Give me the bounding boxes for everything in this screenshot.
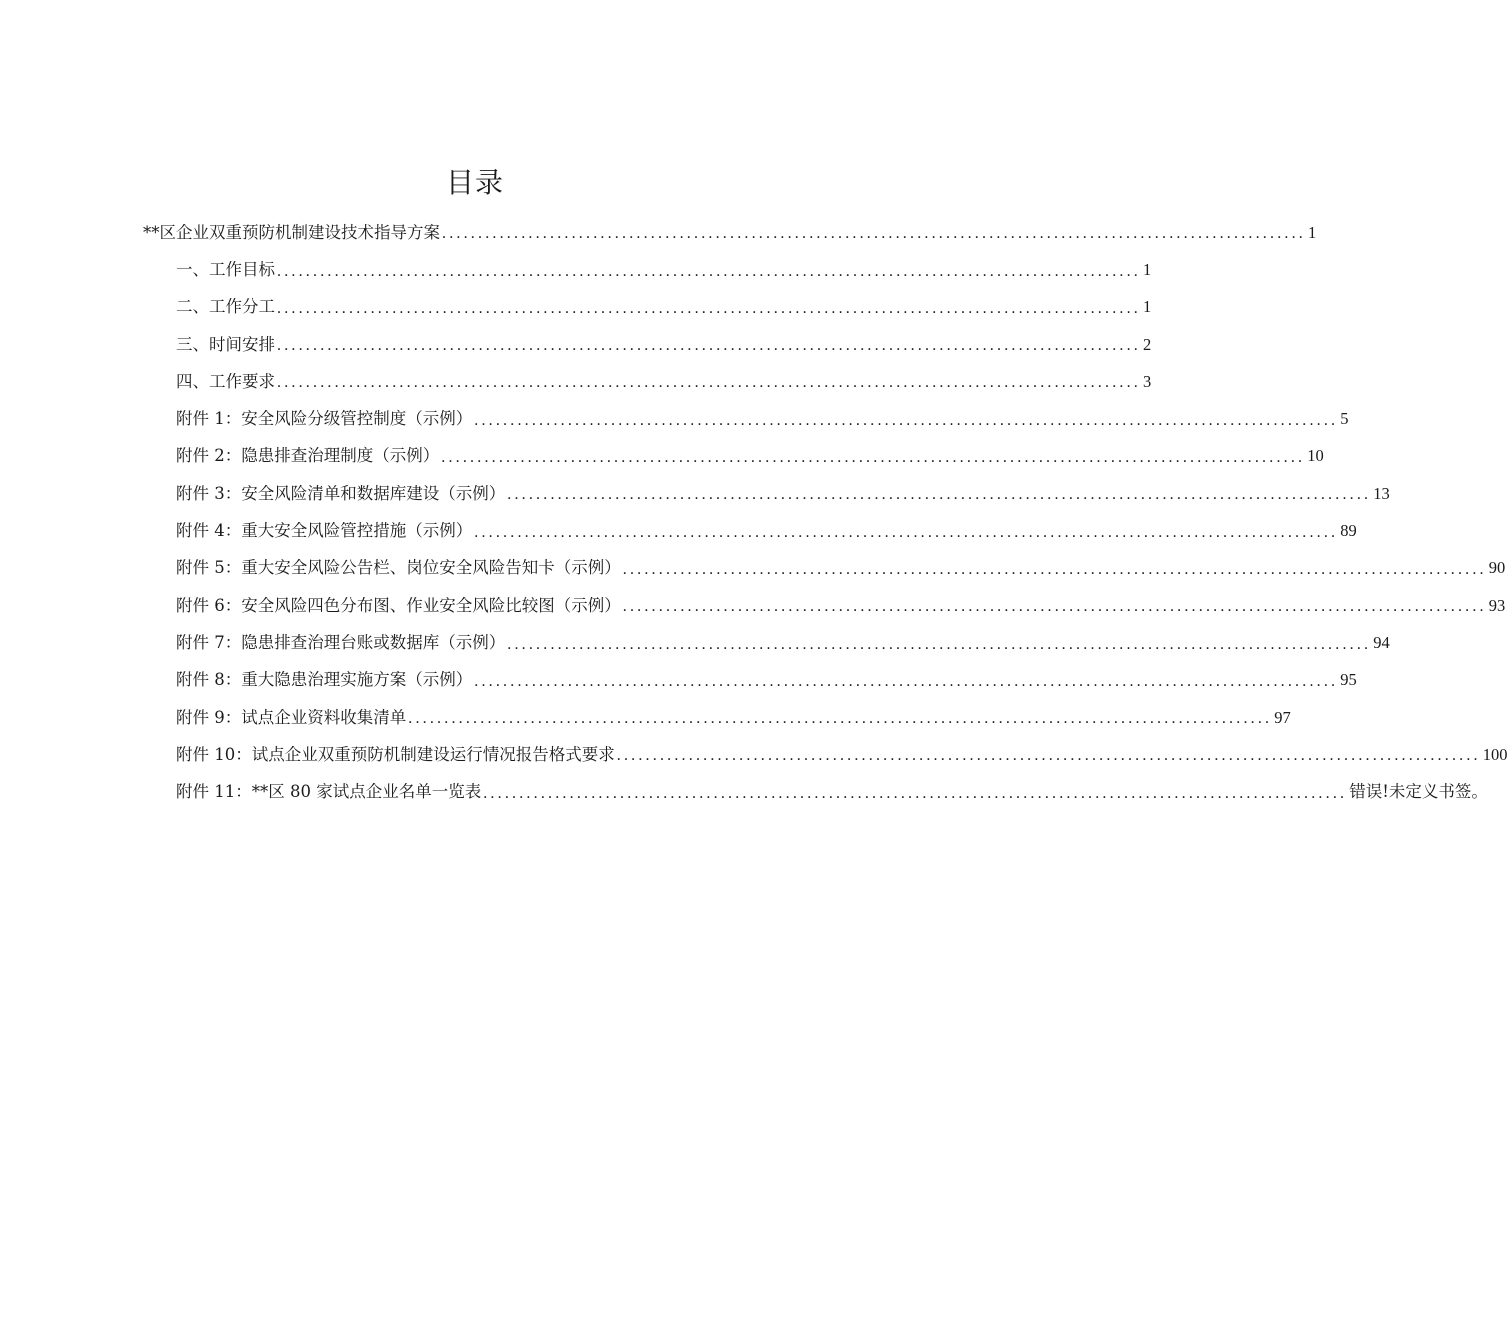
toc-entry[interactable]: [0, 624, 1390, 661]
toc-entry-page: 1: [1143, 297, 1152, 317]
toc-leader-dots: ........................................................................................................................: [442, 225, 1306, 243]
toc-entry-text: 三、时间安排: [176, 334, 275, 354]
toc-entry-text: 附件 4：重大安全风险管控措施（示例）: [176, 521, 473, 541]
toc-entry-page: 93: [1488, 595, 1506, 615]
toc-leader-dots: ........................................................................................................................: [622, 560, 1487, 578]
toc-entry-text: 二、工作分工: [176, 297, 275, 317]
toc-entry-page: 5: [1340, 409, 1349, 429]
toc-leader-dots: ........................................................................................................................: [474, 672, 1339, 690]
toc-entry-page: 89: [1340, 521, 1357, 541]
page-title: 目录: [445, 166, 504, 199]
toc-entry-page: 错误!未定义书签。: [1349, 782, 1488, 802]
toc-leader-dots: ........................................................................................................................: [474, 411, 1339, 429]
toc-entry[interactable]: [0, 400, 1349, 437]
toc-entry[interactable]: [0, 438, 1324, 475]
toc-entry[interactable]: [0, 773, 1488, 810]
toc-entry-page: 1: [1143, 259, 1152, 279]
toc-entry-page: 94: [1373, 632, 1390, 652]
toc-leader-dots: ........................................................................................................................: [616, 747, 1481, 765]
toc-leader-dots: ........................................................................................................................: [507, 486, 1372, 504]
toc-entry-text: 附件 9：试点企业资料收集清单: [176, 707, 407, 727]
toc-leader-dots: ........................................................................................................................: [622, 598, 1487, 616]
toc-entry-text: 附件 5：重大安全风险公告栏、岗位安全风险告知卡（示例）: [176, 558, 621, 578]
toc-entry-text: 附件 1：安全风险分级管控制度（示例）: [176, 409, 473, 429]
toc-entry[interactable]: [0, 363, 1152, 400]
toc-entry[interactable]: [0, 289, 1152, 326]
toc-entry[interactable]: [0, 475, 1390, 512]
toc-entry-page: 100: [1482, 744, 1508, 764]
toc-entry-page: 90: [1488, 558, 1506, 578]
table-of-contents: [0, 214, 1508, 811]
toc-entry-text: 附件 11：**区 80 家试点企业名单一览表: [176, 782, 482, 802]
toc-entry-page: 10: [1307, 446, 1324, 466]
toc-entry[interactable]: [0, 512, 1357, 549]
toc-entry-page: 13: [1373, 483, 1390, 503]
toc-entry-text: 附件 8：重大隐患治理实施方案（示例）: [176, 670, 473, 690]
toc-entry[interactable]: [0, 662, 1357, 699]
toc-leader-dots: ........................................................................................................................: [277, 337, 1141, 355]
toc-leader-dots: ........................................................................................................................: [277, 374, 1141, 392]
toc-entry-text: 四、工作要求: [176, 371, 275, 391]
toc-entry-text: 附件 7：隐患排查治理台账或数据库（示例）: [176, 632, 506, 652]
toc-leader-dots: ........................................................................................................................: [277, 299, 1141, 317]
toc-entry-text: 附件 6：安全风险四色分布图、作业安全风险比较图（示例）: [176, 595, 621, 615]
toc-entry-page: 2: [1143, 334, 1152, 354]
toc-entry-text: 附件 10：试点企业双重预防机制建设运行情况报告格式要求: [176, 744, 615, 764]
toc-entry-page: 1: [1308, 222, 1317, 242]
toc-entry[interactable]: [0, 699, 1291, 736]
toc-entry[interactable]: [0, 550, 1506, 587]
toc-leader-dots: ........................................................................................................................: [277, 262, 1141, 280]
toc-entry[interactable]: [0, 214, 1317, 251]
toc-entry[interactable]: [0, 326, 1152, 363]
toc-leader-dots: ........................................................................................................................: [474, 523, 1339, 541]
toc-leader-dots: ........................................................................................................................: [408, 710, 1273, 728]
toc-entry-text: 附件 3：安全风险清单和数据库建设（示例）: [176, 483, 506, 503]
toc-leader-dots: ........................................................................................................................: [441, 449, 1306, 467]
toc-entry[interactable]: [0, 251, 1152, 288]
toc-leader-dots: ........................................................................................................................: [507, 635, 1372, 653]
toc-entry-text: **区企业双重预防机制建设技术指导方案: [143, 222, 440, 242]
toc-entry-page: 97: [1274, 707, 1291, 727]
toc-entry-text: 一、工作目标: [176, 259, 275, 279]
toc-entry[interactable]: [0, 736, 1508, 773]
toc-entry-text: 附件 2：隐患排查治理制度（示例）: [176, 446, 440, 466]
toc-entry-page: 95: [1340, 670, 1357, 690]
toc-entry-page: 3: [1143, 371, 1152, 391]
toc-entry[interactable]: [0, 587, 1506, 624]
toc-leader-dots: ........................................................................................................................: [483, 784, 1348, 802]
